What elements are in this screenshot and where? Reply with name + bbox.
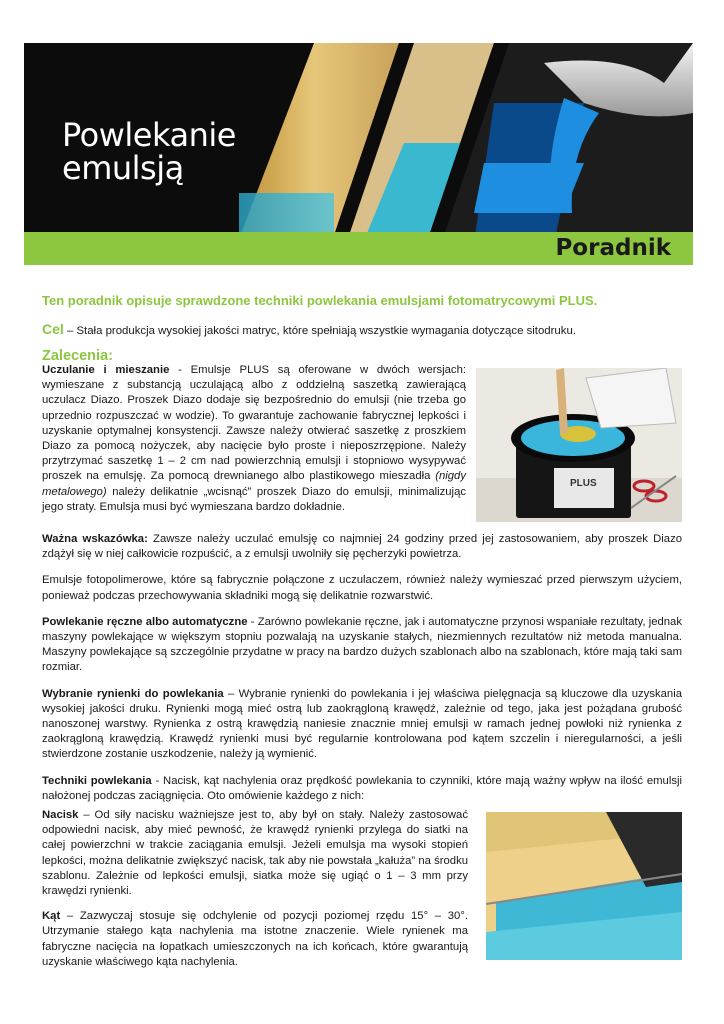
photo-emulsion-bucket xyxy=(476,368,682,522)
mixing-text-1: - Emulsje PLUS są oferowane w dwóch wersjach: wymieszane z substancją uczulającą albo z oddzielną saszetką zawierającą uczulacz Diazo. Proszek Diazo dodaje się bezpośrednio do emulsji (nie trzeba go uprzednio rozpuszczać w wodzie). To gwarantuje zachowanie fabrycznej lepkości i uzyskanie optymalnej konsystencji. Zawsze należy otwierać saszetkę z proszkiem Diazo za pomocą nożyczek, aby nacięcie było proste i nieposzrzępione. Należy przytrzymać saszetkę 1 – 2 cm nad powierzchnią emulsji i stopniowo wysypywać proszek na emulsję. Za pomocą drewnianego albo plastikowego mieszadła xyxy=(42,364,466,483)
tip-text: Zawsze należy uczulać emulsję co najmniej 24 godziny przed jej zastosowaniem, aby proszek Diazo zdążył się w niej całkowicie rozpuścić, a z emulsji uwolniły się pęcherzyki powietrza. xyxy=(42,533,683,561)
pressure-paragraph xyxy=(42,808,468,899)
pressure-text: – Od siły nacisku ważniejsze jest to, aby był on stały. Należy zastosować odpowiedni nacisk, aby mieć pewność, że krawędź rynienki przylega do siatki na całej powierzchni w trakcie zaciągania emulsji. Jeżeli emulsja ma wysoki stopień lepkości, można delikatnie zwiększyć nacisk, tak aby nie powstała „kałuża” na środku szablonu. Zależnie od lepkości emulsji, siatka może się ugiąć o 1 – 3 mm przy krawędzi rynienki. xyxy=(42,809,468,898)
banner-subtitle: Poradnik xyxy=(555,235,671,261)
techniques-label: Techniki powlekania xyxy=(42,774,152,787)
techniques-paragraph xyxy=(42,774,682,804)
pressure-label: Nacisk xyxy=(42,809,79,821)
trough-text: – Wybranie rynienki do powlekania i jej właściwa pielęgnacja są kluczowe dla uzyskania wysokiej jakości druku. Rynienki mogą mieć ostrą lub zaokrągloną krawędź, zależnie od tego, jaka jest pożądana grubość nanoszonej warstwy. Rynienka z ostrą krawędzią naniesie znacznie mniej emulsji w ramach jednej powłoki niż rynienka z zaokrągloną krawędzią. Krawędź rynienki musi być regularnie kontrolowana pod kątem szczelin i nieregularności, a jeśli stwierdzone zostanie uszkodzenie, należy ją wymienić. xyxy=(42,687,682,761)
goal-text: – Stała produkcja wysokiej jakości matryc, które spełniają wszystkie wymagania dotyczące sitodruku. xyxy=(63,325,576,337)
angle-paragraph xyxy=(42,909,468,970)
tip-label: Ważna wskazówka: xyxy=(42,533,148,545)
mixing-label: Uczulanie i mieszanie xyxy=(42,364,170,376)
angle-label: Kąt xyxy=(42,910,61,923)
techniques-text: - Nacisk, kąt nachylenia oraz prędkość powlekania to czynniki, które mają ważny wpływ na ilość emulsji nałożonej podczas zaciągnięcia. Oto omówienie każdego z nich: xyxy=(42,774,683,802)
trough-label: Wybranie rynienki do powlekania xyxy=(42,687,224,700)
green-strip xyxy=(24,232,693,265)
photopolymer-paragraph: Emulsje fotopolimerowe, które są fabrycznie połączone z uczulaczem, również należy wymieszać przed pierwszym użyciem, ponieważ podczas przechowywania składniki mogą się delikatnie rozwarstwić. xyxy=(42,574,682,602)
photo-coating-trough xyxy=(486,812,682,960)
coating-paragraph xyxy=(42,615,682,676)
intro-text: Ten poradnik opisuje sprawdzone techniki powlekania emulsjami fotomatrycowymi PLUS. xyxy=(42,293,598,308)
section-heading: Zalecenia: xyxy=(42,348,113,364)
bucket-label: PLUS xyxy=(570,478,597,489)
pressure-angle-section xyxy=(42,808,468,980)
goal-label: Cel xyxy=(42,321,64,337)
mixing-section xyxy=(42,363,466,515)
coating-text: - Zarówno powlekanie ręczne, jak i automatyczne przynosi wspaniałe rezultaty, jednak maszyny powlekające w większym stopniu pozwalają na uzyskanie stałych, niezmiennych rezultatów niż metoda manualna. Maszyny powlekające są szczególnie przydatne w pracy na bardzo dużych szablonach albo na szablonach, które mają taki sam rozmiar. xyxy=(42,615,682,674)
trough-paragraph xyxy=(42,687,682,763)
page-title: Powlekanie emulsją xyxy=(62,116,236,187)
mixing-paragraph xyxy=(42,363,466,515)
goal-paragraph xyxy=(42,321,682,337)
mixing-italic: (nigdy metalowego) xyxy=(42,470,466,498)
mixing-text-2: należy delikatnie „wcisnąć” proszek Diazo do emulsji, minimalizując jego straty. Emulsja musi być wymieszana bardzo dokładnie. xyxy=(42,485,466,513)
angle-text: – Zazwyczaj stosuje się odchylenie od pozycji poziomej rzędu 15° – 30°. Utrzymanie stałego kąta nachylenia ma istotne znaczenie. Wiele rynienek ma fabryczne nacięcia na łopatkach umieszczonych na ich końcach, które gwarantują uzyskanie właściwego kąta nachylenia. xyxy=(42,910,468,968)
coating-label: Powlekanie ręczne albo automatyczne xyxy=(42,615,248,628)
main-section xyxy=(42,532,682,815)
tip-paragraph xyxy=(42,532,682,562)
